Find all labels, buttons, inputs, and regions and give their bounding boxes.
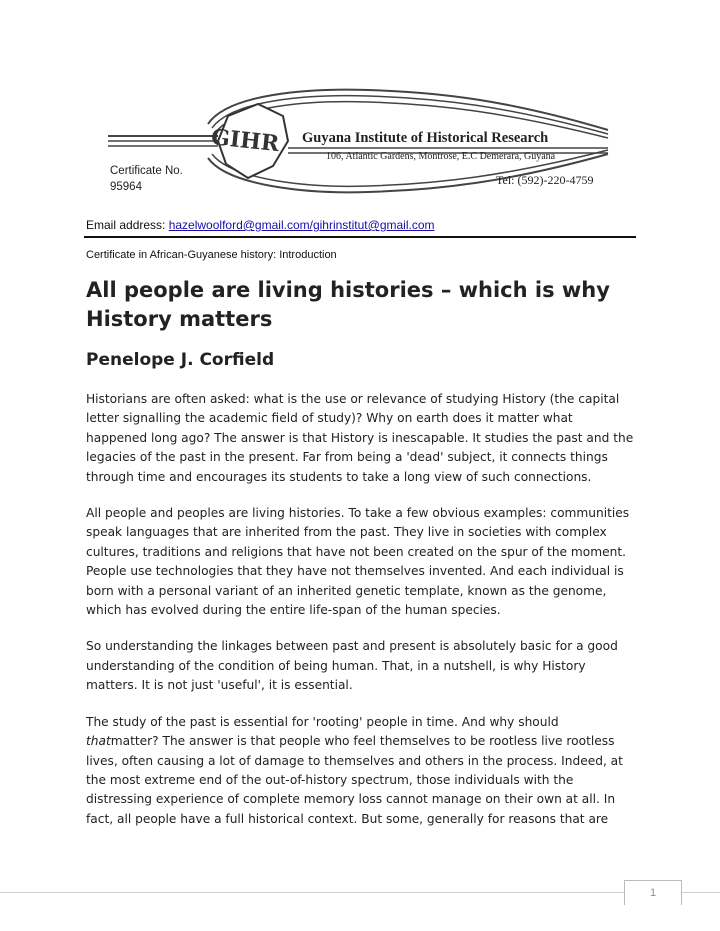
telephone: Tel: (592)-220-4759	[496, 173, 594, 187]
header-divider	[84, 236, 636, 238]
paragraph: All people and peoples are living histories. To take a few obvious examples: communities speak languages that are inherited from the past. They live in societies with complex cultures, traditions and religions that have not been created on the spur of the moment. People use technologies that they have not themselves invented. And each individual is born with a personal variant of an inherited genetic template, known as the genome, which has evolved during the entire life-span of the human species.	[86, 506, 630, 618]
paragraph-text: The study of the past is essential for 'rooting' people in time. And why should	[86, 714, 559, 729]
paragraph	[86, 713, 634, 829]
paragraph-text: matter? The answer is that people who feel themselves to be rootless live rootless lives, often causing a lot of damage to themselves and others in the process. Indeed, at the most extreme end of the out-of-history spectrum, those individuals with the distressing experience of complete memory loss cannot manage on their own at all. In fact, all people have a full historical context. But some, generally for reasons that are	[86, 734, 623, 826]
email-label: Email address:	[86, 218, 169, 232]
emphasis-text: that	[86, 734, 111, 749]
footer-divider	[0, 892, 720, 893]
article-title: All people are living histories – which is why History matters	[86, 278, 610, 331]
certificate-label: Certificate No.	[110, 165, 183, 177]
logo-text: GIHR	[209, 124, 281, 158]
email-link[interactable]: hazelwoolford@gmail.com/gihrinstitut@gmail.com	[168, 218, 435, 232]
institute-letterhead	[108, 86, 628, 196]
institute-address: 106, Atlantic Gardens, Montrose, E.C Demerara, Guyana	[326, 151, 556, 162]
page-number: 1	[624, 880, 682, 905]
paragraph: So understanding the linkages between past and present is absolutely basic for a good understanding of the condition of being human. That, in a nutshell, is why History matters. It is not just 'useful', it is essential.	[86, 639, 618, 693]
certificate-number: 95964	[110, 181, 142, 193]
course-title: Certificate in African-Guyanese history: Introduction	[86, 249, 337, 261]
paragraph: Historians are often asked: what is the use or relevance of studying History (the capital letter signalling the academic field of study)? Why on earth does it matter what happened long ago? The answer is that History is inescapable. It studies the past and the legacies of the past in the present. Far from being a 'dead' subject, it connects things through time and encourages its students to take a long view of such connections.	[86, 392, 634, 484]
author-name: Penelope J. Corfield	[86, 350, 275, 370]
email-line	[86, 218, 435, 232]
article-body	[86, 390, 634, 846]
institute-name: Guyana Institute of Historical Research	[302, 130, 549, 146]
